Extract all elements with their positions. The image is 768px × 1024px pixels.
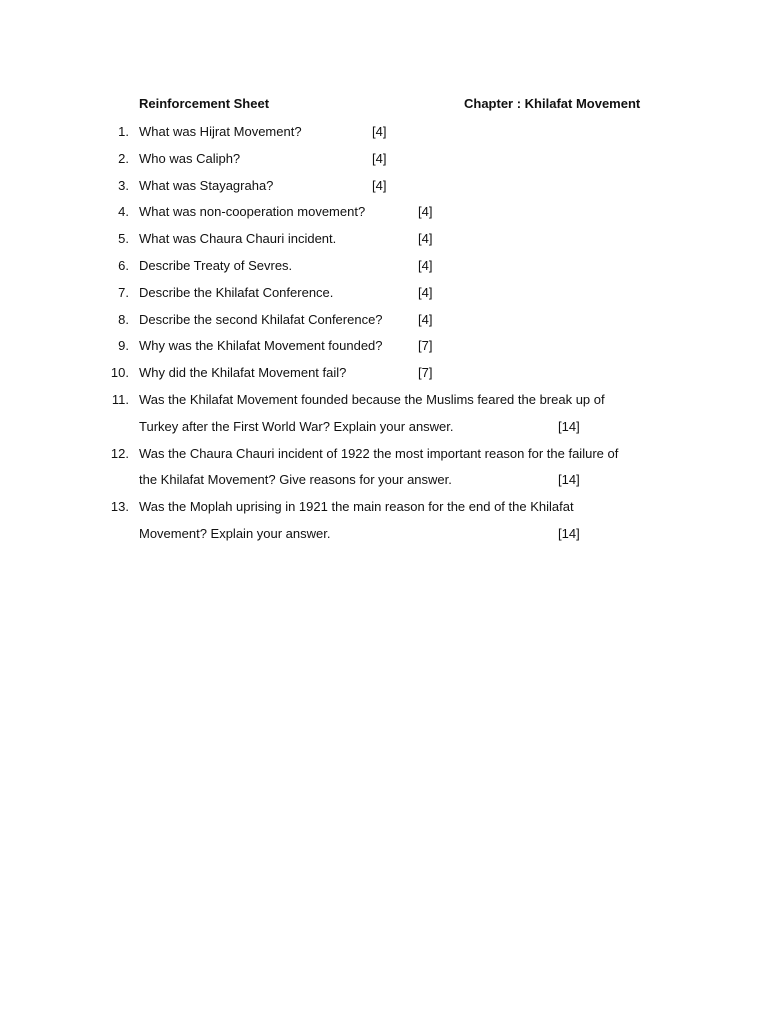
question-number: 2. [118,150,129,166]
question-text-line-1: Was the Chaura Chauri incident of 1922 the most important reason for the failure of [139,445,619,461]
question-number: 9. [118,338,129,354]
question-marks: [4] [418,311,433,327]
question-number: 10. [110,365,129,381]
question-number: 5. [118,231,129,247]
question-text: What was non-cooperation movement? [139,204,366,220]
question-number: 4. [118,204,129,220]
question-number: 11. [111,391,129,407]
question-text: What was Chaura Chauri incident. [139,231,337,247]
question-text: Describe the Khilafat Conference. [139,284,334,300]
question-number: 13. [110,499,129,515]
question-5 [0,230,768,257]
question-marks: [7] [418,365,433,381]
question-text-line-2: Turkey after the First World War? Explain your answer. [139,418,454,434]
question-12 [0,445,768,499]
question-text: Why did the Khilafat Movement fail? [139,365,347,381]
question-marks: [4] [418,204,433,220]
question-marks: [4] [372,124,387,139]
question-number: 1. [118,124,129,139]
question-text: Who was Caliph? [139,150,241,166]
question-text: Why was the Khilafat Movement founded? [139,338,383,354]
question-marks: [4] [372,150,387,166]
question-marks: [7] [418,338,433,354]
question-4 [0,203,768,230]
question-6 [0,257,768,284]
question-8 [0,311,768,338]
question-number: 12. [110,445,129,461]
question-text-line-2: the Khilafat Movement? Give reasons for your answer. [139,472,452,488]
sheet-title: Reinforcement Sheet [139,96,270,111]
question-9 [0,337,768,364]
question-marks: [4] [418,257,433,273]
question-text: What was Hijrat Movement? [139,124,302,139]
question-marks: [14] [558,472,580,488]
question-7 [0,284,768,311]
question-text-line-1: Was the Khilafat Movement founded because the Muslims feared the break up of [139,391,605,407]
question-marks: [4] [418,231,433,247]
question-text-line-1: Was the Moplah uprising in 1921 the main reason for the end of the Khilafat [139,499,574,515]
question-marks: [14] [558,525,580,541]
question-marks: [4] [372,177,387,193]
question-number: 3. [118,177,129,193]
question-text: Describe the second Khilafat Conference? [139,311,383,327]
question-list [0,123,768,552]
question-10 [0,364,768,391]
question-marks: [14] [558,418,580,434]
question-text: What was Stayagraha? [139,177,274,193]
question-2 [0,150,768,177]
question-text: Describe Treaty of Sevres. [139,257,293,273]
question-text-line-2: Movement? Explain your answer. [139,525,331,541]
question-number: 7. [118,284,129,300]
question-13 [0,498,768,552]
question-marks: [4] [418,284,433,300]
question-number: 6. [118,257,129,273]
question-1 [0,123,768,150]
question-number: 8. [118,311,129,327]
question-11 [0,391,768,445]
sheet-header [139,96,679,114]
question-3 [0,177,768,204]
chapter-title: Chapter : Khilafat Movement [464,96,641,111]
